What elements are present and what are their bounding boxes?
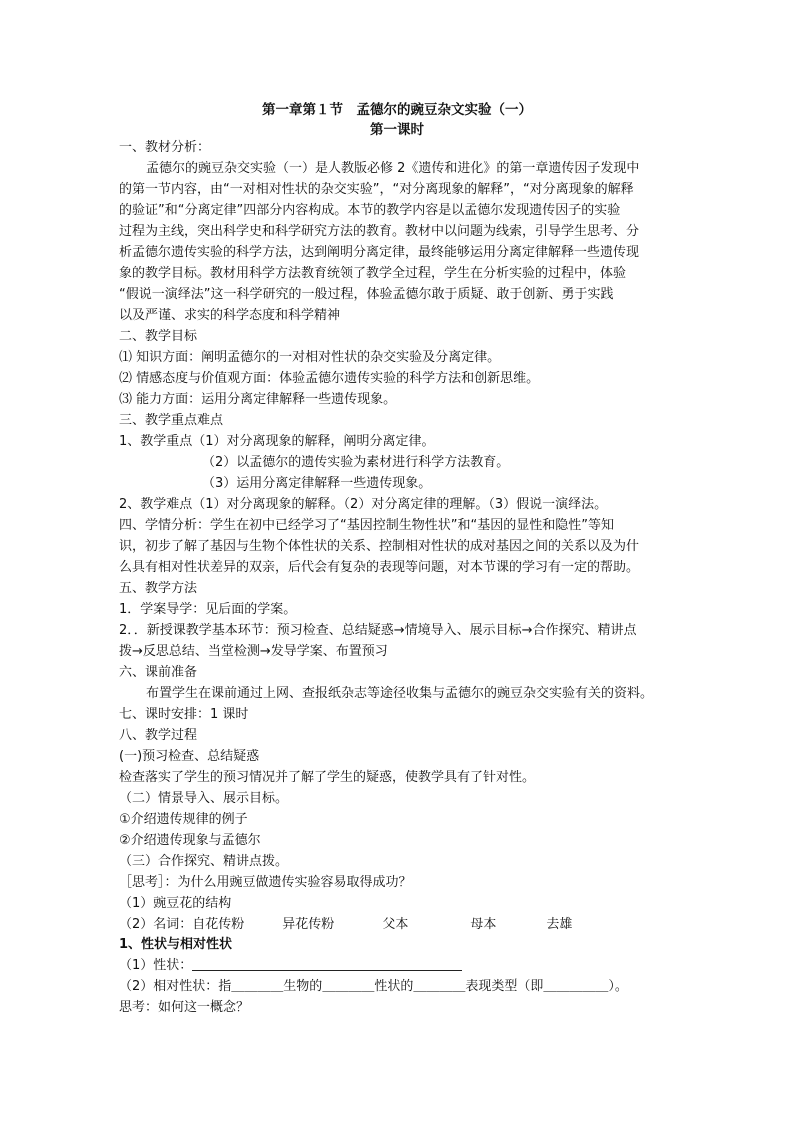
term-cross-pollination: 异花传粉	[282, 917, 335, 932]
section-heading: 六、课前准备	[119, 665, 198, 680]
subsection-heading: (一)预习检查、总结疑惑	[119, 749, 260, 764]
terms-line	[119, 915, 572, 935]
trait-blank[interactable]	[192, 956, 462, 971]
paragraph-line: 孟德尔的豌豆杂交实验（一）是人教版必修 2《遗传和进化》的第一章遗传因子发现中	[146, 161, 640, 176]
list-item: ②介绍遗传现象与孟德尔	[119, 833, 261, 848]
relative-text-3: 性状的	[374, 979, 414, 994]
relative-blank-4[interactable]: ＿＿＿＿＿	[543, 979, 609, 994]
section-heading-traits: 1、性状与相对性状	[119, 937, 233, 952]
list-item: 拨→反思总结、当堂检测→发导学案、布置预习	[119, 644, 388, 659]
paragraph-line: 的验证”和“分离定律”四部分内容构成。本节的教学内容是以孟德尔发现遗传因子的实验	[119, 203, 621, 218]
section-heading: 七、课时安排：1 课时	[119, 707, 249, 722]
paragraph-line: 四、学情分析：学生在初中已经学习了“基因控制生物性状”和“基因的显性和隐性”等知	[119, 518, 614, 533]
list-item: ①介绍遗传规律的例子	[119, 812, 248, 827]
paragraph-line: 的第一节内容，由“一对相对性状的杂交实验”，“对分离现象的解释”，“对分离现象的解释	[119, 182, 634, 197]
trait-line	[119, 956, 462, 976]
paragraph-line: 检查落实了学生的预习情况并了解了学生的疑惑，使教学具有了针对性。	[119, 770, 536, 785]
relative-blank-3[interactable]: ＿＿＿＿	[413, 979, 466, 994]
list-item: （2）以孟德尔的遗传实验为素材进行科学方法教育。	[202, 455, 510, 470]
trait-prefix: （1）性状：	[119, 958, 193, 973]
section-heading: 三、教学重点难点	[119, 413, 224, 428]
paragraph-line: 过程为主线，突出科学史和科学研究方法的教育。教材中以问题为线索，引导学生思考、分	[119, 224, 640, 239]
list-item: （3）运用分离定律解释一些遗传现象。	[202, 476, 432, 491]
paragraph-line: 么具有相对性状差异的双亲，后代会有复杂的表现等问题，对本节课的学习有一定的帮助。	[119, 560, 640, 575]
term-self-pollination: 自花传粉	[192, 917, 245, 932]
paragraph-line: 以及严谨、求实的科学态度和科学精神	[119, 308, 341, 323]
relative-text-2: 生物的	[283, 979, 323, 994]
section-heading: 八、教学过程	[119, 728, 198, 743]
relative-text-1: （2）相对性状：指	[119, 979, 232, 994]
term-female-parent: 母本	[470, 917, 497, 932]
section-heading: 二、教学目标	[119, 329, 198, 344]
relative-blank-2[interactable]: ＿＿＿＿	[322, 979, 375, 994]
paragraph-line: 识，初步了解了基因与生物个体性状的关系、控制相对性状的成对基因之间的关系以及为什	[119, 539, 640, 554]
document-title: 第一章第１节 孟德尔的豌豆杂文实验（一）	[262, 102, 532, 118]
list-item: 1．学案导学：见后面的学案。	[119, 602, 297, 617]
subsection-heading: （三）合作探究、精讲点拨。	[119, 854, 289, 869]
list-item: 2、教学难点（1）对分离现象的解释。（2）对分离定律的理解。（3）假说一演绎法。	[119, 497, 608, 512]
paragraph-line: 析孟德尔遗传实验的科学方法，达到阐明分离定律，最终能够运用分离定律解释一些遗传现	[119, 245, 640, 260]
relative-text-5: ）。	[608, 979, 628, 994]
list-item: ⑶ 能力方面：运用分离定律解释一些遗传现象。	[119, 392, 397, 407]
subsection-heading: （二）情景导入、展示目标。	[119, 791, 289, 806]
list-item: 2．．新授课教学基本环节：预习检查、总结疑惑→情境导入、展示目标→合作探究、精讲点	[119, 623, 637, 638]
paragraph-line: 象的教学目标。教材用科学方法教育统领了教学全过程，学生在分析实验的过程中，体验	[119, 266, 627, 281]
list-item: 1、教学重点（1）对分离现象的解释，阐明分离定律。	[119, 434, 435, 449]
list-item: ⑵ 情感态度与价值观方面：体验孟德尔遗传实验的科学方法和创新思维。	[119, 371, 540, 386]
think-question: ［思考］：为什么用豌豆做遗传实验容易取得成功？	[119, 875, 412, 890]
section-heading: 一、教材分析：	[119, 140, 211, 155]
paragraph-line: “假说一演绎法”这一科学研究的一般过程，体验孟德尔敢于质疑、敢于创新、勇于实践	[119, 287, 614, 302]
term-emasculation: 去雄	[546, 917, 573, 932]
section-heading: 五、教学方法	[119, 581, 198, 596]
paragraph-line: 布置学生在课前通过上网、查报纸杂志等途径收集与孟德尔的豌豆杂交实验有关的资料。	[146, 686, 654, 701]
document-subtitle: 第一课时	[370, 122, 424, 138]
relative-blank-1[interactable]: ＿＿＿＿	[231, 979, 284, 994]
closing-question: 思考：如何这一概念？	[119, 1000, 250, 1015]
list-item: （1）豌豆花的结构	[119, 896, 232, 911]
relative-trait-line	[119, 977, 628, 997]
list-item: ⑴ 知识方面：阐明孟德尔的一对相对性状的杂交实验及分离定律。	[119, 350, 501, 365]
terms-prefix: （2）名词：	[119, 917, 193, 932]
relative-text-4: 表现类型（即	[465, 979, 544, 994]
term-male-parent: 父本	[382, 917, 409, 932]
